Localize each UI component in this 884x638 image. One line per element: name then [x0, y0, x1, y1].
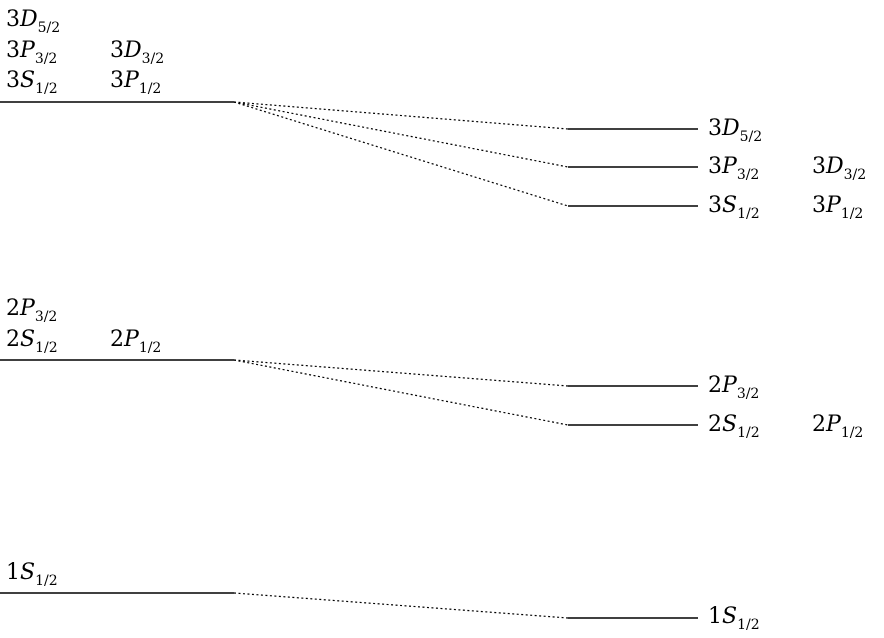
- right-label-2s12: $2S_{1/2}$: [708, 412, 760, 441]
- left-label-2p12: $2P_{1/2}$: [110, 327, 162, 356]
- left-label-1s12: $1S_{1/2}$: [6, 560, 58, 589]
- connector-1-to-1s12: [234, 593, 568, 618]
- left-label-3p32: $3P_{3/2}$: [6, 38, 58, 67]
- right-label-3d52: $3D_{5/2}$: [708, 116, 763, 145]
- left-label-3d32: $3D_{3/2}$: [110, 38, 165, 67]
- connector-2-to-2p32: [234, 360, 568, 386]
- connector-3-to-3d52: [234, 102, 568, 129]
- right-label-3p12: $3P_{1/2}$: [812, 193, 864, 222]
- connector-3-to-3s12: [234, 102, 568, 206]
- connector-3-to-3p32: [234, 102, 568, 167]
- right-label-3p32: $3P_{3/2}$: [708, 154, 760, 183]
- left-label-2s12: $2S_{1/2}$: [6, 327, 58, 356]
- right-label-3d32: $3D_{3/2}$: [812, 154, 867, 183]
- right-label-2p32: $2P_{3/2}$: [708, 373, 760, 402]
- left-label-3s12: $3S_{1/2}$: [6, 68, 58, 97]
- right-label-3s12: $3S_{1/2}$: [708, 193, 760, 222]
- left-label-2p32: $2P_{3/2}$: [6, 296, 58, 325]
- right-label-1s12: $1S_{1/2}$: [708, 604, 760, 633]
- left-label-3p12: $3P_{1/2}$: [110, 68, 162, 97]
- left-label-3d52: $3D_{5/2}$: [6, 7, 61, 36]
- connector-2-to-2s12: [234, 360, 568, 425]
- right-label-2p12: $2P_{1/2}$: [812, 412, 864, 441]
